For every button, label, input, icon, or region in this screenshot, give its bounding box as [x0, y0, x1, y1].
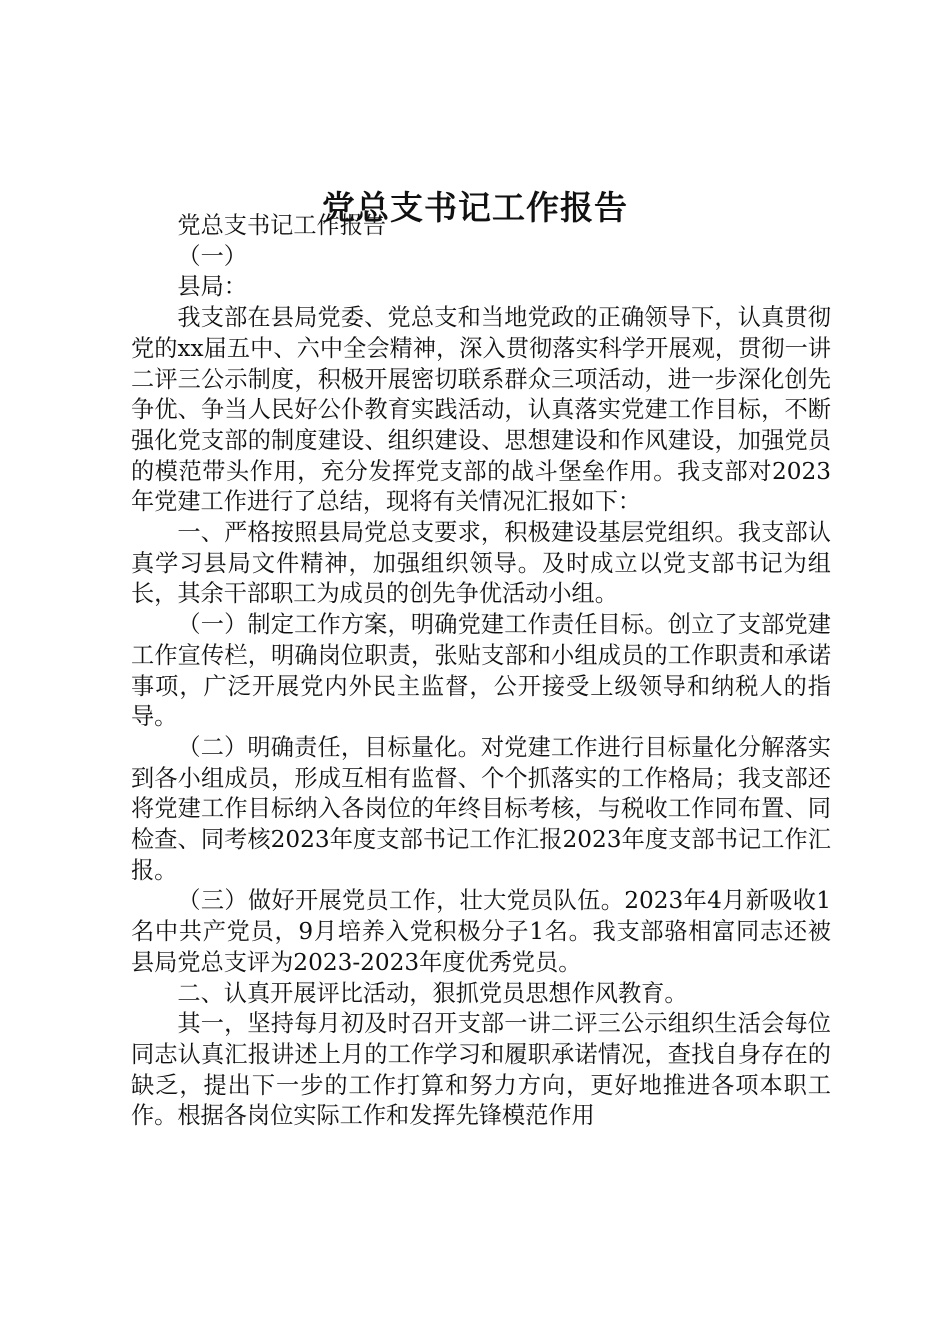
body-paragraph-section-number: （一） [177, 242, 247, 270]
document-title: 党总支书记工作报告 [322, 188, 628, 227]
document-body [131, 211, 831, 1132]
body-paragraph: （二）明确责任，目标量化。对党建工作进行目标量化分解落实到各小组成员，形成互相有监督、个个抓落实的工作格局；我支部还将党建工作目标纳入各岗位的年终目标考核，与税收工作同布置、同检查、同考核2023年度支部书记工作汇报2023年度支部书记工作汇报。 [131, 733, 831, 884]
body-paragraph: （三）做好开展党员工作，壮大党员队伍。2023年4月新吸收1名中共产党员，9月培养入党积极分子1名。我支部骆相富同志还被县局党总支评为2023-2023年度优秀党员。 [131, 887, 831, 976]
body-paragraph: 我支部在县局党委、党总支和当地党政的正确领导下，认真贯彻党的xx届五中、六中全会精神，深入贯彻落实科学开展观，贯彻一讲二评三公示制度，积极开展密切联系群众三项活动，进一步深化创先争优、争当人民好公仆教育实践活动，认真落实党建工作目标，不断强化党支部的制度建设、组织建设、思想建设和作风建设，加强党员的模范带头作用，充分发挥党支部的战斗堡垒作用。我支部对2023年党建工作进行了总结，现将有关情况汇报如下： [131, 304, 831, 516]
body-paragraph: 二、认真开展评比活动，狠抓党员思想作风教育。 [177, 979, 688, 1007]
body-paragraph-salutation: 县局： [177, 273, 247, 301]
body-paragraph-subtitle: 党总支书记工作报告 [177, 212, 387, 239]
body-paragraph: 一、严格按照县局党总支要求，积极建设基层党组织。我支部认真学习县局文件精神，加强组织领导。及时成立以党支部书记为组长，其余干部职工为成员的创先争优活动小组。 [131, 519, 831, 608]
body-paragraph: （一）制定工作方案，明确党建工作责任目标。创立了支部党建工作宣传栏，明确岗位职责，张贴支部和小组成员的工作职责和承诺事项，广泛开展党内外民主监督，公开接受上级领导和纳税人的指导。 [131, 611, 831, 731]
body-paragraph: 其一，坚持每月初及时召开支部一讲二评三公示组织生活会每位同志认真汇报讲述上月的工作学习和履职承诺情况，查找自身存在的缺乏，提出下一步的工作打算和努力方向，更好地推进各项本职工作。根据各岗位实际工作和发挥先锋模范作用 [131, 1010, 831, 1130]
